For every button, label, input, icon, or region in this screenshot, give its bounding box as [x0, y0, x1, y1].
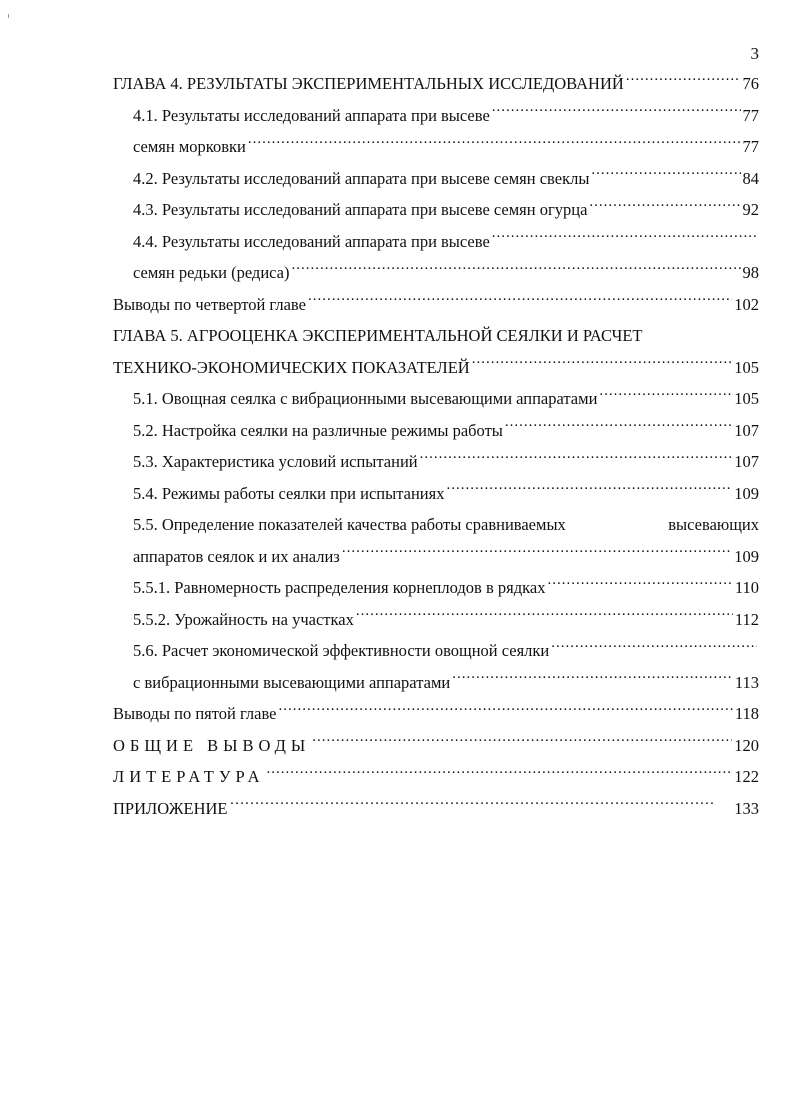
- dot-leader: [505, 419, 732, 436]
- toc-entry-title: 4.2. Результаты исследований аппарата при высеве семян свеклы: [133, 168, 590, 188]
- dot-leader: [591, 167, 740, 184]
- toc-entry: [113, 320, 759, 352]
- page-number: 3: [750, 44, 759, 63]
- toc-entry: [113, 383, 759, 415]
- toc-entry: [113, 194, 759, 226]
- toc-entry-page: 98: [742, 263, 759, 282]
- dot-leader: [267, 766, 733, 783]
- dot-leader: [551, 640, 757, 657]
- toc-entry-title: ПРИЛОЖЕНИЕ: [113, 798, 228, 818]
- toc-entry-title: аппаратов сеялок и их анализ: [133, 546, 340, 566]
- toc-entry-title: ТЕХНИКО-ЭКОНОМИЧЕСКИХ ПОКАЗАТЕЛЕЙ: [113, 357, 470, 377]
- toc-entry: [113, 793, 759, 825]
- toc-entry-page: 110: [734, 578, 759, 597]
- toc-entry: [113, 415, 759, 447]
- toc-entry: [113, 352, 759, 384]
- toc-entry: [113, 131, 759, 163]
- toc-entry-page: 109: [734, 546, 759, 566]
- toc-entry-title: семян морковки: [133, 137, 246, 156]
- toc-entry: [113, 100, 759, 132]
- dot-leader: [446, 482, 732, 499]
- toc-entry-title: 5.1. Овощная сеялка с вибрационными высевающими аппаратами: [133, 389, 598, 408]
- toc-entry-page: 107: [734, 420, 759, 440]
- toc-entry-page: 92: [742, 200, 759, 219]
- toc-entry: [113, 667, 759, 699]
- toc-entry-title: семян редьки (редиса): [133, 263, 290, 282]
- dot-leader: [278, 703, 732, 720]
- dot-leader: [420, 451, 733, 468]
- toc-entry-title: 4.1. Результаты исследований аппарата при высеве: [133, 105, 490, 125]
- dot-leader: [626, 73, 741, 90]
- toc-entry-page: 122: [734, 767, 759, 786]
- toc-entry-title: с вибрационными высевающими аппаратами: [133, 672, 451, 692]
- toc-entry-page: 105: [734, 389, 759, 408]
- toc-entry-page: 133: [734, 798, 759, 818]
- toc-entry-page: 84: [742, 168, 759, 188]
- toc-entry-page: 105: [734, 357, 759, 377]
- table-of-contents: [113, 68, 759, 824]
- toc-entry: [113, 635, 759, 667]
- dot-leader: [308, 293, 732, 310]
- toc-entry-title: 4.3. Результаты исследований аппарата при высеве семян огурца: [133, 200, 588, 219]
- dot-leader: [589, 199, 740, 216]
- toc-entry-page: 77: [742, 105, 759, 125]
- toc-entry-page: 112: [734, 609, 759, 629]
- dot-leader: [312, 734, 732, 751]
- toc-entry-title: Выводы по четвертой главе: [113, 294, 306, 314]
- toc-entry-title: 5.2. Настройка сеялки на различные режимы работы: [133, 420, 503, 440]
- dot-leader: [492, 230, 757, 247]
- dot-leader: [547, 577, 732, 594]
- toc-entry-title: 5.3. Характеристика условий испытаний: [133, 452, 418, 471]
- toc-entry-title: ГЛАВА 5. АГРООЦЕНКА ЭКСПЕРИМЕНТАЛЬНОЙ СЕЯЛКИ И РАСЧЕТ: [113, 326, 643, 345]
- toc-entry-page: 113: [734, 672, 759, 692]
- toc-entry-title-continued: высевающих: [668, 515, 759, 534]
- toc-entry-page: 118: [734, 704, 759, 723]
- toc-entry-title: 5.5.2. Урожайность на участках: [133, 609, 354, 629]
- toc-entry-title: ГЛАВА 4. РЕЗУЛЬТАТЫ ЭКСПЕРИМЕНТАЛЬНЫХ ИССЛЕДОВАНИЙ: [113, 74, 624, 93]
- dot-leader: [292, 262, 741, 279]
- dot-leader: [599, 388, 732, 405]
- toc-entry-title: Выводы по пятой главе: [113, 704, 277, 723]
- toc-entry-page: 77: [742, 137, 759, 156]
- toc-entry: [113, 289, 759, 321]
- dot-leader: [472, 356, 733, 373]
- toc-entry-title: 4.4. Результаты исследований аппарата при высеве: [133, 231, 490, 251]
- toc-entry: [113, 698, 759, 730]
- dot-leader: [492, 104, 741, 121]
- dot-leader: [248, 136, 741, 153]
- toc-entry-page: 107: [734, 452, 759, 471]
- dot-leader: [229, 797, 714, 814]
- dot-leader: [452, 671, 733, 688]
- toc-entry: [113, 509, 759, 541]
- toc-entry: [113, 761, 759, 793]
- toc-entry-title: 5.5. Определение показателей качества работы сравниваемых: [133, 515, 566, 534]
- toc-entry-title: 5.5.1. Равномерность распределения корнеплодов в рядках: [133, 578, 546, 597]
- toc-entry: [113, 68, 759, 100]
- toc-entry-page: 120: [734, 735, 759, 755]
- toc-entry: [113, 446, 759, 478]
- toc-entry: [113, 478, 759, 510]
- toc-entry-page: 76: [742, 74, 759, 93]
- toc-entry-title: ОБЩИЕ ВЫВОДЫ: [113, 735, 311, 755]
- toc-entry: [113, 604, 759, 636]
- toc-entry: [113, 730, 759, 762]
- toc-entry: [113, 226, 759, 258]
- toc-entry-title: ЛИТЕРАТУРА: [113, 767, 265, 786]
- dot-leader: [356, 608, 733, 625]
- toc-entry-page: 109: [734, 483, 759, 503]
- toc-entry: [113, 572, 759, 604]
- toc-entry: [113, 541, 759, 573]
- toc-entry-title: 5.6. Расчет экономической эффективности овощной сеялки: [133, 641, 550, 660]
- toc-entry: [113, 163, 759, 195]
- dot-leader: [342, 545, 732, 562]
- toc-entry-title: 5.4. Режимы работы сеялки при испытаниях: [133, 483, 445, 503]
- toc-entry: [113, 257, 759, 289]
- toc-entry-page: 102: [734, 294, 759, 314]
- scan-mark: [8, 14, 9, 18]
